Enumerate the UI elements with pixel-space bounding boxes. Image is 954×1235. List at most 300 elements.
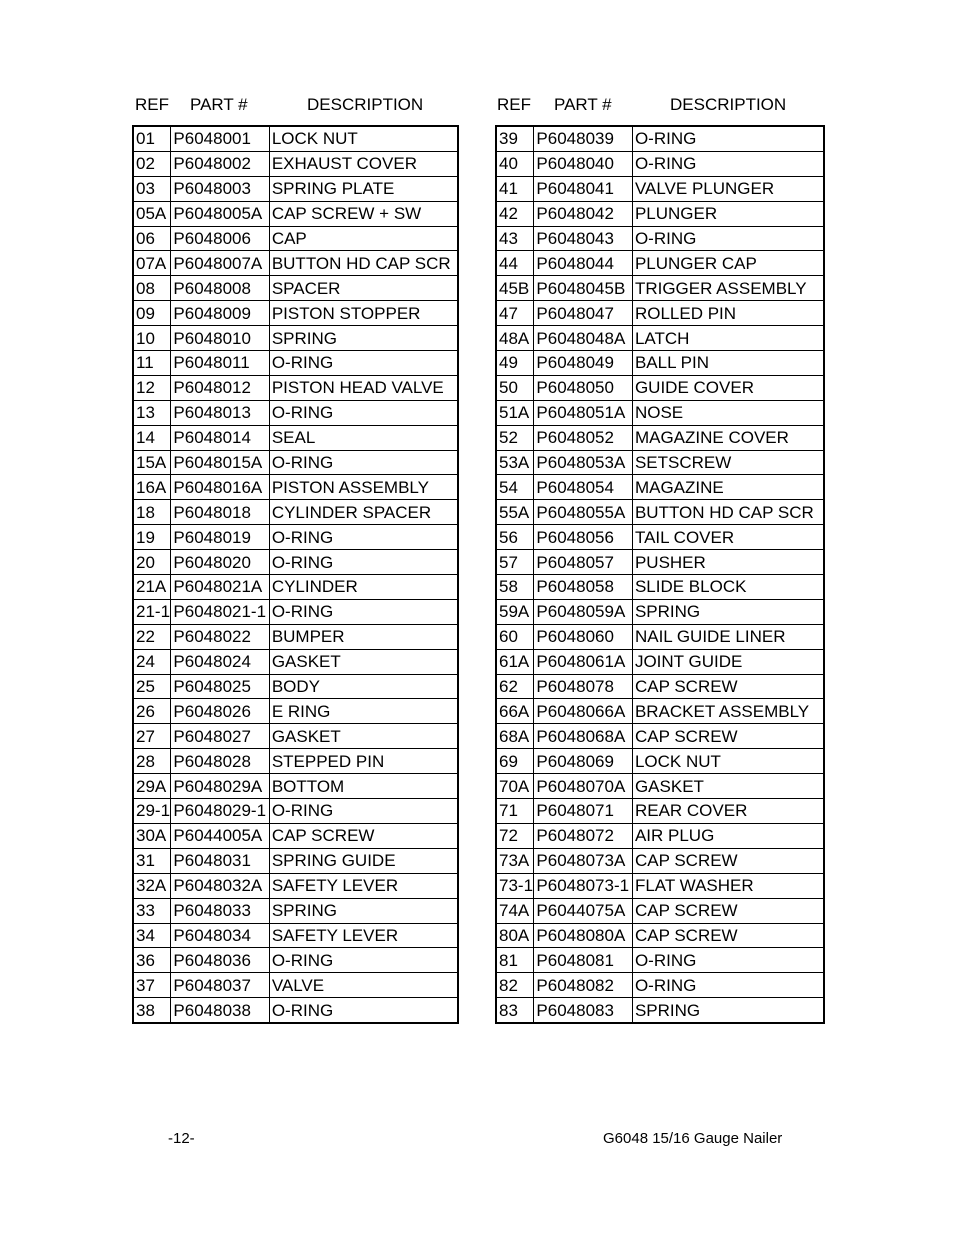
description-cell: O-RING: [269, 998, 458, 1023]
table-row: [133, 126, 458, 151]
ref-cell: 44: [496, 251, 534, 276]
table-row: [496, 251, 824, 276]
ref-cell: 55A: [496, 500, 534, 525]
description-cell: O-RING: [269, 799, 458, 824]
description-cell: O-RING: [269, 550, 458, 575]
description-cell: TAIL COVER: [632, 525, 824, 550]
part-number-cell: P6048002: [171, 151, 269, 176]
table-row: [133, 575, 458, 600]
description-cell: SPRING: [632, 599, 824, 624]
ref-cell: 06: [133, 226, 171, 251]
ref-cell: 01: [133, 126, 171, 151]
ref-cell: 36: [133, 948, 171, 973]
part-number-cell: P6048005A: [171, 201, 269, 226]
table-row: [496, 998, 824, 1023]
table-row: [496, 799, 824, 824]
part-number-cell: P6048045B: [534, 276, 633, 301]
table-row: [133, 301, 458, 326]
description-cell: CAP SCREW: [632, 923, 824, 948]
description-cell: BODY: [269, 674, 458, 699]
description-cell: PUSHER: [632, 550, 824, 575]
description-cell: SPRING: [632, 998, 824, 1023]
table-row: [133, 525, 458, 550]
table-row: [133, 450, 458, 475]
table-row: [133, 550, 458, 575]
ref-cell: 24: [133, 649, 171, 674]
part-number-cell: P6048012: [171, 375, 269, 400]
column-headers-right: [495, 92, 825, 125]
table-row: [496, 326, 824, 351]
table-row: [496, 301, 824, 326]
table-row: [496, 749, 824, 774]
description-cell: BUMPER: [269, 624, 458, 649]
part-number-cell: P6048013: [171, 400, 269, 425]
part-number-cell: P6048022: [171, 624, 269, 649]
description-cell: O-RING: [632, 126, 824, 151]
part-number-cell: P6048042: [534, 201, 633, 226]
description-cell: GASKET: [632, 774, 824, 799]
ref-cell: 09: [133, 301, 171, 326]
table-row: [496, 674, 824, 699]
description-cell: LOCK NUT: [632, 749, 824, 774]
ref-cell: 61A: [496, 649, 534, 674]
table-row: [496, 400, 824, 425]
part-number-cell: P6048058: [534, 575, 633, 600]
description-cell: SPACER: [269, 276, 458, 301]
ref-cell: 53A: [496, 450, 534, 475]
part-number-cell: P6048015A: [171, 450, 269, 475]
part-number-cell: P6044005A: [171, 823, 269, 848]
ref-cell: 26: [133, 699, 171, 724]
table-row: [496, 201, 824, 226]
part-number-cell: P6048024: [171, 649, 269, 674]
part-number-cell: P6048003: [171, 176, 269, 201]
table-row: [496, 575, 824, 600]
table-row: [133, 823, 458, 848]
part-number-cell: P6048016A: [171, 475, 269, 500]
ref-cell: 21-1: [133, 599, 171, 624]
ref-header: REF: [135, 95, 169, 114]
ref-cell: 37: [133, 973, 171, 998]
description-cell: NAIL GUIDE LINER: [632, 624, 824, 649]
ref-header: REF: [497, 95, 531, 114]
table-row: [496, 550, 824, 575]
ref-cell: 02: [133, 151, 171, 176]
description-cell: LATCH: [632, 326, 824, 351]
part-number-cell: P6048006: [171, 226, 269, 251]
ref-cell: 27: [133, 724, 171, 749]
part-number-cell: P6048041: [534, 176, 633, 201]
description-cell: LOCK NUT: [269, 126, 458, 151]
ref-cell: 47: [496, 301, 534, 326]
table-row: [133, 724, 458, 749]
part-number-cell: P6048029-1: [171, 799, 269, 824]
part-number-cell: P6048082: [534, 973, 633, 998]
ref-cell: 50: [496, 375, 534, 400]
table-row: [496, 848, 824, 873]
table-row: [133, 898, 458, 923]
description-cell: SLIDE BLOCK: [632, 575, 824, 600]
ref-cell: 40: [496, 151, 534, 176]
ref-cell: 05A: [133, 201, 171, 226]
ref-cell: 16A: [133, 475, 171, 500]
part-number-cell: P6048073-1: [534, 873, 633, 898]
part-number-cell: P6048019: [171, 525, 269, 550]
part-number-cell: P6048055A: [534, 500, 633, 525]
description-cell: BRACKET ASSEMBLY: [632, 699, 824, 724]
ref-cell: 48A: [496, 326, 534, 351]
ref-cell: 68A: [496, 724, 534, 749]
part-number-cell: P6048036: [171, 948, 269, 973]
description-cell: O-RING: [269, 450, 458, 475]
description-cell: PISTON ASSEMBLY: [269, 475, 458, 500]
description-cell: CAP SCREW: [269, 823, 458, 848]
description-cell: GUIDE COVER: [632, 375, 824, 400]
ref-cell: 66A: [496, 699, 534, 724]
description-cell: NOSE: [632, 400, 824, 425]
ref-cell: 69: [496, 749, 534, 774]
part-number-cell: P6048073A: [534, 848, 633, 873]
table-row: [496, 126, 824, 151]
description-cell: EXHAUST COVER: [269, 151, 458, 176]
part-number-cell: P6048027: [171, 724, 269, 749]
ref-cell: 12: [133, 375, 171, 400]
part-number-cell: P6048011: [171, 351, 269, 376]
description-cell: FLAT WASHER: [632, 873, 824, 898]
table-row: [133, 973, 458, 998]
description-cell: CYLINDER: [269, 575, 458, 600]
description-cell: PISTON HEAD VALVE: [269, 375, 458, 400]
ref-cell: 72: [496, 823, 534, 848]
ref-cell: 52: [496, 425, 534, 450]
part-number-cell: P6048070A: [534, 774, 633, 799]
ref-cell: 21A: [133, 575, 171, 600]
table-row: [496, 873, 824, 898]
ref-cell: 33: [133, 898, 171, 923]
description-cell: JOINT GUIDE: [632, 649, 824, 674]
table-row: [496, 823, 824, 848]
table-row: [133, 176, 458, 201]
ref-cell: 31: [133, 848, 171, 873]
part-number-cell: P6048039: [534, 126, 633, 151]
description-cell: SAFETY LEVER: [269, 873, 458, 898]
part-number-cell: P6048071: [534, 799, 633, 824]
description-cell: O-RING: [632, 973, 824, 998]
table-row: [496, 525, 824, 550]
part-number-cell: P6048078: [534, 674, 633, 699]
description-cell: PISTON STOPPER: [269, 301, 458, 326]
description-cell: CAP SCREW: [632, 724, 824, 749]
part-number-cell: P6048038: [171, 998, 269, 1023]
table-row: [496, 475, 824, 500]
table-row: [133, 425, 458, 450]
parts-list-right: [495, 92, 825, 1024]
ref-cell: 49: [496, 351, 534, 376]
table-row: [133, 400, 458, 425]
description-cell: BUTTON HD CAP SCR: [269, 251, 458, 276]
table-row: [133, 151, 458, 176]
part-number-cell: P6048061A: [534, 649, 633, 674]
description-cell: CAP SCREW: [632, 674, 824, 699]
table-row: [133, 848, 458, 873]
part-number-cell: P6048021-1: [171, 599, 269, 624]
description-cell: PLUNGER CAP: [632, 251, 824, 276]
table-row: [496, 276, 824, 301]
ref-cell: 18: [133, 500, 171, 525]
part-number-cell: P6048032A: [171, 873, 269, 898]
ref-cell: 11: [133, 351, 171, 376]
part-number-cell: P6044075A: [534, 898, 633, 923]
table-row: [133, 375, 458, 400]
description-cell: SPRING PLATE: [269, 176, 458, 201]
description-cell: MAGAZINE: [632, 475, 824, 500]
description-cell: CAP: [269, 226, 458, 251]
description-cell: BUTTON HD CAP SCR: [632, 500, 824, 525]
part-number-cell: P6048009: [171, 301, 269, 326]
description-cell: BOTTOM: [269, 774, 458, 799]
part-number-cell: P6048051A: [534, 400, 633, 425]
table-row: [133, 699, 458, 724]
part-number-cell: P6048029A: [171, 774, 269, 799]
part-number-cell: P6048080A: [534, 923, 633, 948]
part-number-cell: P6048001: [171, 126, 269, 151]
ref-cell: 81: [496, 948, 534, 973]
table-row: [496, 450, 824, 475]
part-number-cell: P6048037: [171, 973, 269, 998]
table-row: [496, 973, 824, 998]
description-cell: O-RING: [632, 226, 824, 251]
description-cell: SETSCREW: [632, 450, 824, 475]
part-number-cell: P6048034: [171, 923, 269, 948]
ref-cell: 62: [496, 674, 534, 699]
table-row: [496, 176, 824, 201]
table-row: [133, 226, 458, 251]
ref-cell: 59A: [496, 599, 534, 624]
part-number-cell: P6048021A: [171, 575, 269, 600]
ref-cell: 41: [496, 176, 534, 201]
table-row: [496, 500, 824, 525]
ref-cell: 39: [496, 126, 534, 151]
table-row: [496, 774, 824, 799]
table-row: [133, 475, 458, 500]
part-number-cell: P6048069: [534, 749, 633, 774]
part-number-cell: P6048033: [171, 898, 269, 923]
table-row: [496, 151, 824, 176]
description-cell: AIR PLUG: [632, 823, 824, 848]
table-row: [133, 674, 458, 699]
ref-cell: 10: [133, 326, 171, 351]
description-cell: SAFETY LEVER: [269, 923, 458, 948]
table-row: [133, 624, 458, 649]
description-cell: O-RING: [269, 525, 458, 550]
part-number-cell: P6048008: [171, 276, 269, 301]
ref-cell: 51A: [496, 400, 534, 425]
description-cell: SPRING: [269, 898, 458, 923]
table-row: [133, 774, 458, 799]
ref-cell: 82: [496, 973, 534, 998]
part-number-cell: P6048053A: [534, 450, 633, 475]
part-number-cell: P6048049: [534, 351, 633, 376]
parts-table-right: [495, 125, 825, 1024]
description-cell: O-RING: [269, 351, 458, 376]
part-number-cell: P6048028: [171, 749, 269, 774]
part-number-cell: P6048043: [534, 226, 633, 251]
part-number-cell: P6048026: [171, 699, 269, 724]
ref-cell: 28: [133, 749, 171, 774]
part-number-cell: P6048044: [534, 251, 633, 276]
ref-cell: 54: [496, 475, 534, 500]
part-number-cell: P6048081: [534, 948, 633, 973]
part-number-cell: P6048050: [534, 375, 633, 400]
description-header: DESCRIPTION: [670, 95, 787, 114]
table-row: [133, 251, 458, 276]
description-header: DESCRIPTION: [307, 95, 424, 114]
ref-cell: 03: [133, 176, 171, 201]
table-row: [133, 799, 458, 824]
part-number-cell: P6048056: [534, 525, 633, 550]
ref-cell: 73A: [496, 848, 534, 873]
ref-cell: 15A: [133, 450, 171, 475]
ref-cell: 29A: [133, 774, 171, 799]
table-row: [133, 749, 458, 774]
table-row: [133, 276, 458, 301]
description-cell: MAGAZINE COVER: [632, 425, 824, 450]
description-cell: STEPPED PIN: [269, 749, 458, 774]
table-row: [496, 599, 824, 624]
ref-cell: 80A: [496, 923, 534, 948]
part-number-cell: P6048031: [171, 848, 269, 873]
table-row: [496, 375, 824, 400]
table-row: [133, 326, 458, 351]
ref-cell: 13: [133, 400, 171, 425]
description-cell: O-RING: [269, 599, 458, 624]
description-cell: VALVE PLUNGER: [632, 176, 824, 201]
ref-cell: 60: [496, 624, 534, 649]
description-cell: REAR COVER: [632, 799, 824, 824]
ref-cell: 38: [133, 998, 171, 1023]
ref-cell: 71: [496, 799, 534, 824]
table-row: [133, 923, 458, 948]
table-row: [133, 998, 458, 1023]
part-number-cell: P6048020: [171, 550, 269, 575]
parts-list-left: [132, 92, 459, 1024]
ref-cell: 45B: [496, 276, 534, 301]
description-cell: VALVE: [269, 973, 458, 998]
part-number-cell: P6048014: [171, 425, 269, 450]
table-row: [496, 226, 824, 251]
description-cell: GASKET: [269, 649, 458, 674]
part-number-cell: P6048025: [171, 674, 269, 699]
description-cell: O-RING: [632, 151, 824, 176]
description-cell: BALL PIN: [632, 351, 824, 376]
column-headers-left: [132, 92, 459, 125]
part-number-cell: P6048048A: [534, 326, 633, 351]
description-cell: SEAL: [269, 425, 458, 450]
description-cell: O-RING: [632, 948, 824, 973]
ref-cell: 58: [496, 575, 534, 600]
ref-cell: 07A: [133, 251, 171, 276]
description-cell: O-RING: [269, 948, 458, 973]
table-row: [496, 624, 824, 649]
parts-table-left: [132, 125, 459, 1024]
part-number-cell: P6048018: [171, 500, 269, 525]
ref-cell: 20: [133, 550, 171, 575]
ref-cell: 29-1: [133, 799, 171, 824]
table-row: [496, 351, 824, 376]
table-row: [496, 649, 824, 674]
part-number-cell: P6048060: [534, 624, 633, 649]
table-row: [496, 724, 824, 749]
part-number-header: PART #: [190, 95, 248, 114]
description-cell: CAP SCREW: [632, 898, 824, 923]
description-cell: ROLLED PIN: [632, 301, 824, 326]
description-cell: TRIGGER ASSEMBLY: [632, 276, 824, 301]
part-number-cell: P6048059A: [534, 599, 633, 624]
ref-cell: 34: [133, 923, 171, 948]
part-number-header: PART #: [554, 95, 612, 114]
table-row: [133, 201, 458, 226]
table-row: [496, 923, 824, 948]
part-number-cell: P6048068A: [534, 724, 633, 749]
table-row: [133, 599, 458, 624]
part-number-cell: P6048007A: [171, 251, 269, 276]
description-cell: SPRING: [269, 326, 458, 351]
description-cell: O-RING: [269, 400, 458, 425]
table-row: [496, 699, 824, 724]
part-number-cell: P6048052: [534, 425, 633, 450]
ref-cell: 43: [496, 226, 534, 251]
table-row: [133, 649, 458, 674]
ref-cell: 70A: [496, 774, 534, 799]
part-number-cell: P6048072: [534, 823, 633, 848]
table-row: [133, 948, 458, 973]
table-row: [496, 898, 824, 923]
table-row: [496, 425, 824, 450]
part-number-cell: P6048040: [534, 151, 633, 176]
ref-cell: 57: [496, 550, 534, 575]
ref-cell: 56: [496, 525, 534, 550]
description-cell: E RING: [269, 699, 458, 724]
table-row: [133, 873, 458, 898]
ref-cell: 08: [133, 276, 171, 301]
ref-cell: 73-1: [496, 873, 534, 898]
description-cell: CYLINDER SPACER: [269, 500, 458, 525]
description-cell: SPRING GUIDE: [269, 848, 458, 873]
description-cell: GASKET: [269, 724, 458, 749]
ref-cell: 22: [133, 624, 171, 649]
ref-cell: 25: [133, 674, 171, 699]
part-number-cell: P6048057: [534, 550, 633, 575]
part-number-cell: P6048083: [534, 998, 633, 1023]
description-cell: CAP SCREW + SW: [269, 201, 458, 226]
ref-cell: 42: [496, 201, 534, 226]
part-number-cell: P6048010: [171, 326, 269, 351]
ref-cell: 32A: [133, 873, 171, 898]
part-number-cell: P6048054: [534, 475, 633, 500]
table-row: [133, 351, 458, 376]
table-row: [496, 948, 824, 973]
part-number-cell: P6048066A: [534, 699, 633, 724]
part-number-cell: P6048047: [534, 301, 633, 326]
description-cell: CAP SCREW: [632, 848, 824, 873]
page-number: -12-: [168, 1130, 195, 1147]
ref-cell: 14: [133, 425, 171, 450]
ref-cell: 30A: [133, 823, 171, 848]
description-cell: PLUNGER: [632, 201, 824, 226]
table-row: [133, 500, 458, 525]
ref-cell: 74A: [496, 898, 534, 923]
ref-cell: 19: [133, 525, 171, 550]
